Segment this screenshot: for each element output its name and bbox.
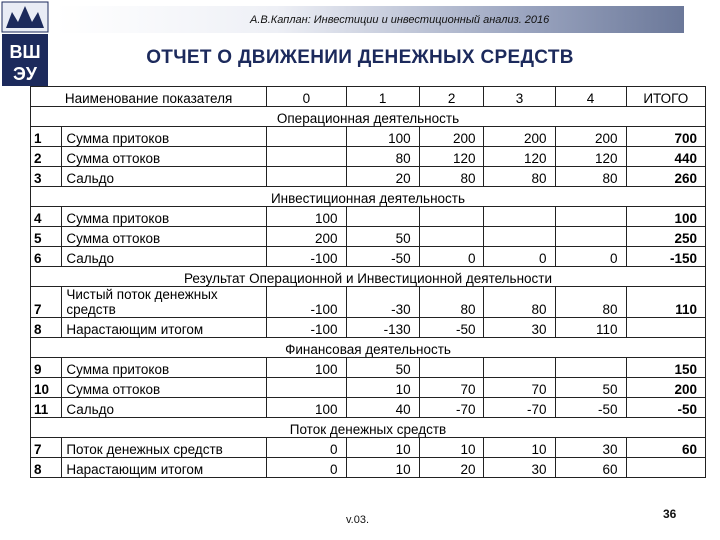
row-index: 8	[31, 458, 62, 478]
value-cell	[484, 207, 555, 227]
table-row	[31, 287, 706, 318]
row-index: 1	[31, 127, 62, 147]
table-row	[31, 247, 706, 267]
section-row	[31, 107, 706, 127]
value-cell: 50	[346, 227, 419, 247]
page-title: ОТЧЕТ О ДВИЖЕНИИ ДЕНЕЖНЫХ СРЕДСТВ	[146, 47, 574, 68]
university-logo	[0, 0, 52, 90]
table-header-row	[31, 87, 706, 107]
value-cell	[555, 207, 626, 227]
row-index: 7	[31, 287, 62, 318]
total-cell: 260	[626, 167, 705, 187]
total-cell: 150	[626, 358, 705, 378]
table-row	[31, 438, 706, 458]
row-name: Сумма притоков	[62, 127, 267, 147]
total-cell: -50	[626, 398, 705, 418]
header-indicator-name: Наименование показателя	[31, 87, 267, 107]
value-cell	[484, 358, 555, 378]
value-cell: 70	[419, 378, 484, 398]
value-cell: -50	[346, 247, 419, 267]
value-cell: 70	[484, 378, 555, 398]
table-row	[31, 127, 706, 147]
total-cell: 440	[626, 147, 705, 167]
value-cell: -130	[346, 318, 419, 338]
table-row	[31, 458, 706, 478]
value-cell: 200	[555, 127, 626, 147]
value-cell: 30	[484, 458, 555, 478]
table-row	[31, 147, 706, 167]
value-cell	[419, 227, 484, 247]
value-cell: 200	[267, 227, 346, 247]
row-name: Нарастающим итогом	[62, 318, 267, 338]
value-cell: 40	[346, 398, 419, 418]
value-cell: 10	[346, 458, 419, 478]
value-cell	[419, 207, 484, 227]
value-cell	[555, 358, 626, 378]
total-cell: 200	[626, 378, 705, 398]
value-cell: 120	[419, 147, 484, 167]
value-cell: 80	[484, 167, 555, 187]
row-name: Сумма оттоков	[62, 227, 267, 247]
row-name: Сальдо	[62, 398, 267, 418]
total-cell: 250	[626, 227, 705, 247]
table-row	[31, 398, 706, 418]
header-citation: А.В.Каплан: Инвестиции и инвестиционный анализ. 2016	[250, 14, 550, 26]
value-cell	[267, 147, 346, 167]
value-cell: 100	[267, 398, 346, 418]
section-row	[31, 418, 706, 438]
value-cell: -50	[555, 398, 626, 418]
row-index: 3	[31, 167, 62, 187]
section-row	[31, 267, 706, 287]
row-name: Сумма притоков	[62, 358, 267, 378]
row-name: Сумма оттоков	[62, 378, 267, 398]
total-cell: -150	[626, 247, 705, 267]
value-cell: 200	[419, 127, 484, 147]
value-cell: 60	[555, 458, 626, 478]
total-cell: 100	[626, 207, 705, 227]
value-cell: 0	[484, 247, 555, 267]
value-cell: -100	[267, 247, 346, 267]
row-index: 8	[31, 318, 62, 338]
value-cell: 80	[555, 167, 626, 187]
table-row	[31, 358, 706, 378]
value-cell: 20	[346, 167, 419, 187]
header-period-3: 2	[419, 87, 484, 107]
row-name: Чистый поток денежных средств	[62, 287, 267, 318]
row-name: Сальдо	[62, 167, 267, 187]
value-cell: -70	[484, 398, 555, 418]
section-title: Результат Операционной и Инвестиционной деятельности	[31, 267, 706, 287]
value-cell: 80	[555, 287, 626, 318]
total-cell: 700	[626, 127, 705, 147]
version-label: v.03.	[346, 514, 370, 526]
row-index: 9	[31, 358, 62, 378]
value-cell: 80	[346, 147, 419, 167]
page-number: 36	[663, 507, 677, 521]
header-period-2: 1	[346, 87, 419, 107]
header-period-1: 0	[267, 87, 346, 107]
value-cell: -70	[419, 398, 484, 418]
value-cell: 80	[419, 287, 484, 318]
section-row	[31, 187, 706, 207]
value-cell: 100	[267, 358, 346, 378]
section-row	[31, 338, 706, 358]
value-cell: 100	[267, 207, 346, 227]
row-name: Поток денежных средств	[62, 438, 267, 458]
table-row	[31, 318, 706, 338]
table-row	[31, 167, 706, 187]
value-cell: 80	[419, 167, 484, 187]
header-period-6: ИТОГО	[626, 87, 705, 107]
value-cell: -30	[346, 287, 419, 318]
table-row	[31, 378, 706, 398]
value-cell	[346, 207, 419, 227]
svg-text:ВШ: ВШ	[9, 42, 41, 62]
value-cell: 10	[346, 378, 419, 398]
row-name: Сальдо	[62, 247, 267, 267]
value-cell: 10	[419, 438, 484, 458]
value-cell	[267, 127, 346, 147]
value-cell: 50	[346, 358, 419, 378]
section-title: Финансовая деятельность	[31, 338, 706, 358]
section-title: Операционная деятельность	[31, 107, 706, 127]
value-cell: 30	[555, 438, 626, 458]
value-cell: 50	[555, 378, 626, 398]
row-index: 6	[31, 247, 62, 267]
total-cell: 110	[626, 287, 705, 318]
value-cell: 120	[555, 147, 626, 167]
row-name: Сумма притоков	[62, 207, 267, 227]
value-cell: 20	[419, 458, 484, 478]
value-cell: 10	[484, 438, 555, 458]
value-cell	[555, 227, 626, 247]
value-cell: 30	[484, 318, 555, 338]
row-index: 5	[31, 227, 62, 247]
value-cell: -50	[419, 318, 484, 338]
value-cell: 110	[555, 318, 626, 338]
value-cell: 0	[419, 247, 484, 267]
row-index: 4	[31, 207, 62, 227]
row-index: 11	[31, 398, 62, 418]
total-cell	[626, 458, 705, 478]
row-name: Нарастающим итогом	[62, 458, 267, 478]
value-cell: 0	[267, 458, 346, 478]
section-title: Инвестиционная деятельность	[31, 187, 706, 207]
value-cell	[267, 167, 346, 187]
section-title: Поток денежных средств	[31, 418, 706, 438]
value-cell: 200	[484, 127, 555, 147]
value-cell	[484, 227, 555, 247]
header-period-4: 3	[484, 87, 555, 107]
total-cell	[626, 318, 705, 338]
row-index: 10	[31, 378, 62, 398]
value-cell	[267, 378, 346, 398]
value-cell: 10	[346, 438, 419, 458]
row-index: 2	[31, 147, 62, 167]
row-index: 7	[31, 438, 62, 458]
table-row	[31, 207, 706, 227]
table-row	[31, 227, 706, 247]
value-cell: 80	[484, 287, 555, 318]
total-cell: 60	[626, 438, 705, 458]
value-cell: -100	[267, 287, 346, 318]
value-cell: 0	[267, 438, 346, 458]
svg-text:ЭУ: ЭУ	[12, 64, 38, 84]
header-period-5: 4	[555, 87, 626, 107]
value-cell: 120	[484, 147, 555, 167]
value-cell	[419, 358, 484, 378]
row-name: Сумма оттоков	[62, 147, 267, 167]
value-cell: 0	[555, 247, 626, 267]
value-cell: 100	[346, 127, 419, 147]
cash-flow-table	[30, 86, 706, 478]
value-cell: -100	[267, 318, 346, 338]
